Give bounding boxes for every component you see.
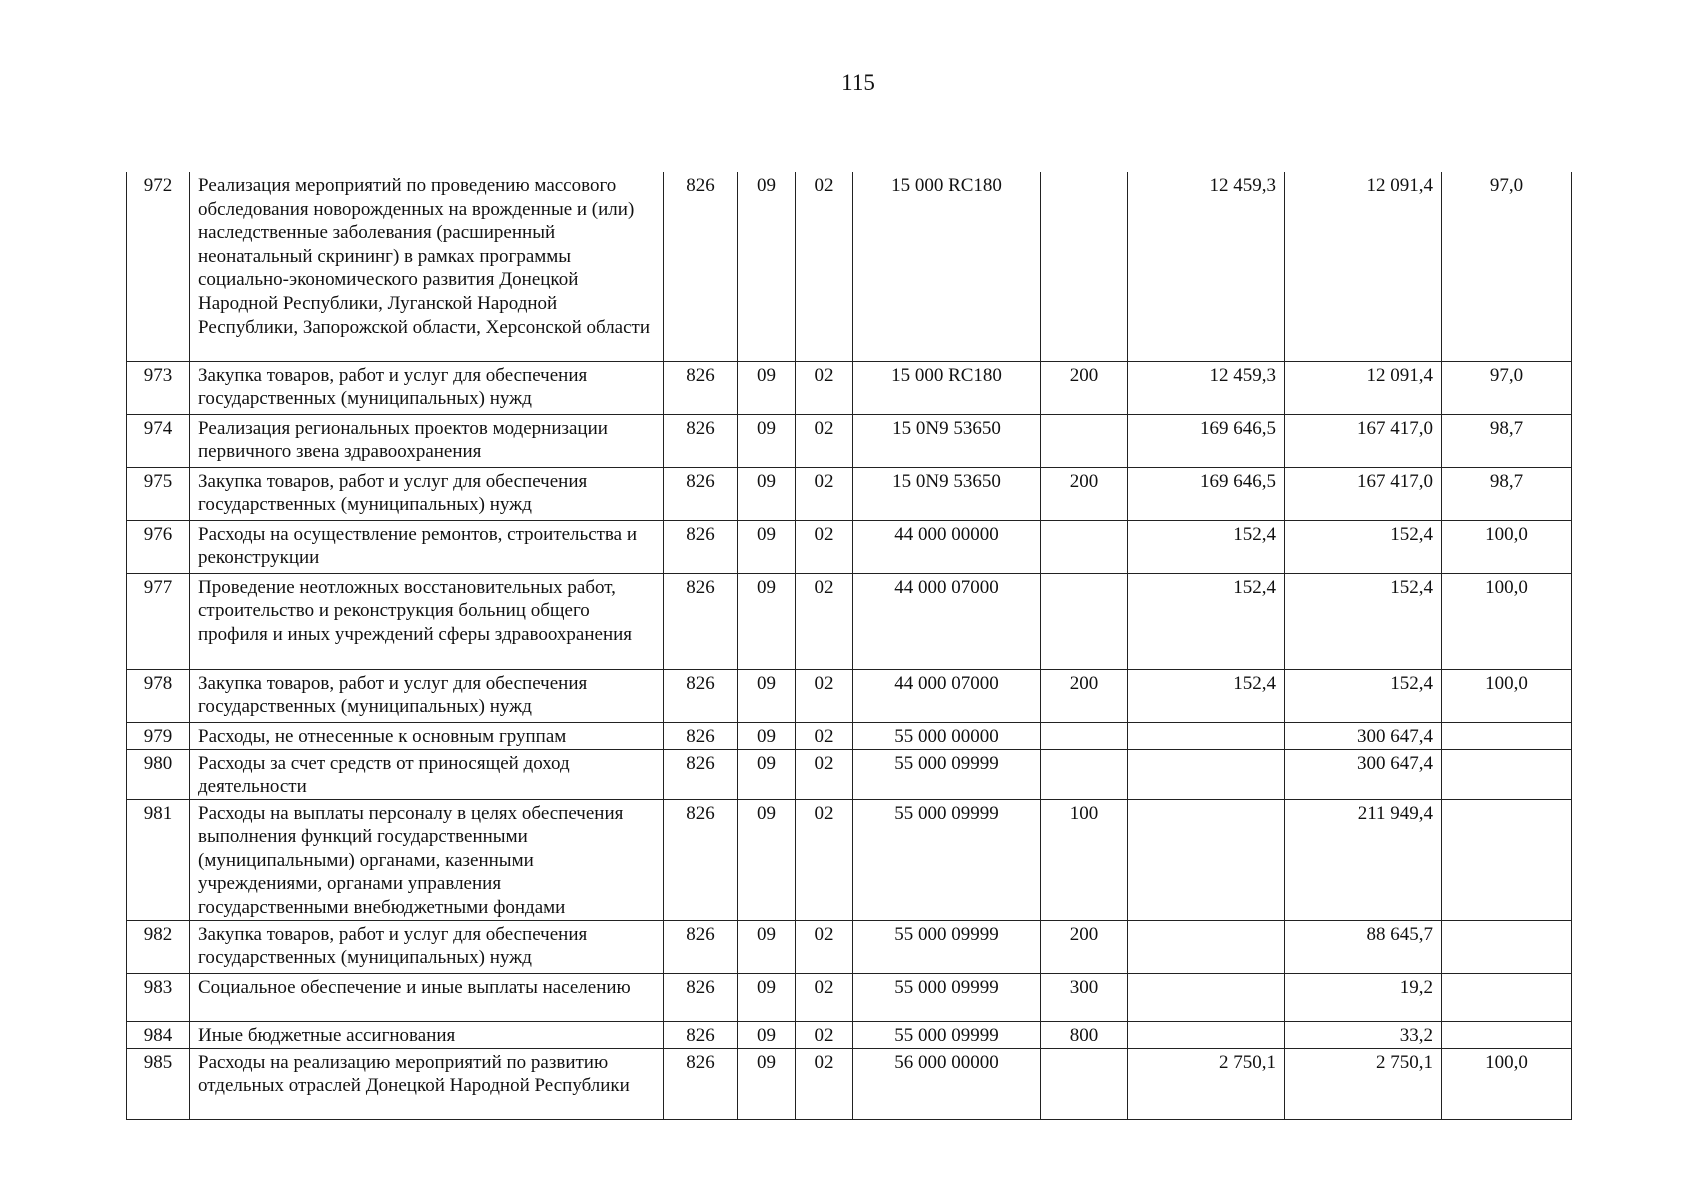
section-code: 09	[738, 722, 796, 749]
expense-type-code: 100	[1041, 799, 1128, 920]
expense-type-code: 200	[1041, 920, 1128, 973]
section-code: 09	[738, 920, 796, 973]
section-code: 09	[738, 799, 796, 920]
section-code: 09	[738, 520, 796, 573]
target-article-code: 44 000 07000	[853, 573, 1041, 669]
subsection-code: 02	[796, 361, 853, 414]
expense-type-code: 300	[1041, 973, 1128, 1021]
execution-percent: 98,7	[1442, 414, 1572, 467]
expense-name: Расходы, не отнесенные к основным группам	[190, 722, 664, 749]
execution-percent	[1442, 920, 1572, 973]
planned-amount: 12 459,3	[1128, 361, 1285, 414]
planned-amount: 2 750,1	[1128, 1048, 1285, 1119]
expense-type-code: 800	[1041, 1021, 1128, 1048]
budget-table	[126, 172, 1572, 1120]
page-number: 115	[841, 70, 875, 95]
ministry-code: 826	[664, 749, 738, 799]
expense-type-code	[1041, 414, 1128, 467]
ministry-code: 826	[664, 573, 738, 669]
row-number: 973	[127, 361, 190, 414]
expense-type-code	[1041, 172, 1128, 361]
section-code: 09	[738, 467, 796, 520]
table-row	[127, 361, 1572, 414]
planned-amount	[1128, 749, 1285, 799]
section-code: 09	[738, 973, 796, 1021]
section-code: 09	[738, 573, 796, 669]
target-article-code: 55 000 09999	[853, 1021, 1041, 1048]
expense-type-code	[1041, 722, 1128, 749]
executed-amount: 300 647,4	[1285, 722, 1442, 749]
planned-amount	[1128, 973, 1285, 1021]
ministry-code: 826	[664, 520, 738, 573]
target-article-code: 55 000 09999	[853, 973, 1041, 1021]
execution-percent	[1442, 722, 1572, 749]
row-number: 977	[127, 573, 190, 669]
planned-amount	[1128, 799, 1285, 920]
expense-type-code	[1041, 520, 1128, 573]
subsection-code: 02	[796, 799, 853, 920]
section-code: 09	[738, 1021, 796, 1048]
ministry-code: 826	[664, 973, 738, 1021]
row-number: 980	[127, 749, 190, 799]
planned-amount: 169 646,5	[1128, 467, 1285, 520]
row-number: 982	[127, 920, 190, 973]
expense-name: Расходы за счет средств от приносящей доход деятельности	[190, 749, 664, 799]
row-number: 983	[127, 973, 190, 1021]
execution-percent: 97,0	[1442, 172, 1572, 361]
expense-type-code: 200	[1041, 669, 1128, 722]
table-row	[127, 749, 1572, 799]
table-row	[127, 467, 1572, 520]
subsection-code: 02	[796, 414, 853, 467]
ministry-code: 826	[664, 920, 738, 973]
subsection-code: 02	[796, 669, 853, 722]
planned-amount: 152,4	[1128, 573, 1285, 669]
execution-percent	[1442, 973, 1572, 1021]
subsection-code: 02	[796, 749, 853, 799]
row-number: 979	[127, 722, 190, 749]
expense-name: Закупка товаров, работ и услуг для обеспечения государственных (муниципальных) нужд	[190, 361, 664, 414]
target-article-code: 44 000 00000	[853, 520, 1041, 573]
expense-name: Расходы на выплаты персоналу в целях обеспечения выполнения функций государственными (муниципальными) органами, казенными учреждениями, органами управления государственными внебюджетными фондами	[190, 799, 664, 920]
expense-name: Социальное обеспечение и иные выплаты населению	[190, 973, 664, 1021]
table-row	[127, 414, 1572, 467]
expense-type-code: 200	[1041, 467, 1128, 520]
planned-amount	[1128, 722, 1285, 749]
table-row	[127, 669, 1572, 722]
target-article-code: 55 000 09999	[853, 749, 1041, 799]
row-number: 985	[127, 1048, 190, 1119]
executed-amount: 167 417,0	[1285, 414, 1442, 467]
expense-name: Реализация мероприятий по проведению массового обследования новорожденных на врожденные и (или) наследственные заболевания (расширенный неонатальный скрининг) в рамках программы социально-экономического развития Донецкой Народной Республики, Луганской Народной Республики, Запорожской области, Херсонской области	[190, 172, 664, 361]
ministry-code: 826	[664, 1048, 738, 1119]
executed-amount: 19,2	[1285, 973, 1442, 1021]
planned-amount	[1128, 920, 1285, 973]
expense-type-code	[1041, 573, 1128, 669]
subsection-code: 02	[796, 973, 853, 1021]
planned-amount: 12 459,3	[1128, 172, 1285, 361]
planned-amount	[1128, 1021, 1285, 1048]
ministry-code: 826	[664, 799, 738, 920]
subsection-code: 02	[796, 573, 853, 669]
row-number: 972	[127, 172, 190, 361]
ministry-code: 826	[664, 722, 738, 749]
target-article-code: 55 000 09999	[853, 920, 1041, 973]
row-number: 976	[127, 520, 190, 573]
expense-name: Иные бюджетные ассигнования	[190, 1021, 664, 1048]
target-article-code: 55 000 09999	[853, 799, 1041, 920]
execution-percent: 97,0	[1442, 361, 1572, 414]
row-number: 984	[127, 1021, 190, 1048]
section-code: 09	[738, 414, 796, 467]
executed-amount: 12 091,4	[1285, 361, 1442, 414]
subsection-code: 02	[796, 172, 853, 361]
row-number: 975	[127, 467, 190, 520]
subsection-code: 02	[796, 920, 853, 973]
executed-amount: 2 750,1	[1285, 1048, 1442, 1119]
table-row	[127, 973, 1572, 1021]
subsection-code: 02	[796, 1021, 853, 1048]
table-row	[127, 799, 1572, 920]
section-code: 09	[738, 749, 796, 799]
expense-name: Закупка товаров, работ и услуг для обеспечения государственных (муниципальных) нужд	[190, 920, 664, 973]
expense-type-code	[1041, 749, 1128, 799]
executed-amount: 211 949,4	[1285, 799, 1442, 920]
executed-amount: 300 647,4	[1285, 749, 1442, 799]
target-article-code: 15 000 RC180	[853, 172, 1041, 361]
execution-percent: 100,0	[1442, 520, 1572, 573]
execution-percent: 100,0	[1442, 1048, 1572, 1119]
section-code: 09	[738, 1048, 796, 1119]
execution-percent	[1442, 1021, 1572, 1048]
table-row	[127, 920, 1572, 973]
row-number: 978	[127, 669, 190, 722]
executed-amount: 167 417,0	[1285, 467, 1442, 520]
executed-amount: 12 091,4	[1285, 172, 1442, 361]
table-row	[127, 1021, 1572, 1048]
ministry-code: 826	[664, 361, 738, 414]
executed-amount: 152,4	[1285, 669, 1442, 722]
section-code: 09	[738, 669, 796, 722]
ministry-code: 826	[664, 467, 738, 520]
execution-percent: 100,0	[1442, 669, 1572, 722]
target-article-code: 15 0N9 53650	[853, 467, 1041, 520]
planned-amount: 169 646,5	[1128, 414, 1285, 467]
ministry-code: 826	[664, 414, 738, 467]
subsection-code: 02	[796, 1048, 853, 1119]
table-row	[127, 722, 1572, 749]
planned-amount: 152,4	[1128, 669, 1285, 722]
expense-name: Закупка товаров, работ и услуг для обеспечения государственных (муниципальных) нужд	[190, 669, 664, 722]
target-article-code: 44 000 07000	[853, 669, 1041, 722]
execution-percent	[1442, 749, 1572, 799]
execution-percent: 100,0	[1442, 573, 1572, 669]
execution-percent: 98,7	[1442, 467, 1572, 520]
executed-amount: 88 645,7	[1285, 920, 1442, 973]
target-article-code: 15 000 RC180	[853, 361, 1041, 414]
expense-name: Расходы на осуществление ремонтов, строительства и реконструкции	[190, 520, 664, 573]
planned-amount: 152,4	[1128, 520, 1285, 573]
expense-type-code	[1041, 1048, 1128, 1119]
table-row	[127, 172, 1572, 361]
expense-name: Расходы на реализацию мероприятий по развитию отдельных отраслей Донецкой Народной Республики	[190, 1048, 664, 1119]
target-article-code: 15 0N9 53650	[853, 414, 1041, 467]
expense-type-code: 200	[1041, 361, 1128, 414]
ministry-code: 826	[664, 172, 738, 361]
target-article-code: 56 000 00000	[853, 1048, 1041, 1119]
table-row	[127, 573, 1572, 669]
executed-amount: 33,2	[1285, 1021, 1442, 1048]
expense-name: Закупка товаров, работ и услуг для обеспечения государственных (муниципальных) нужд	[190, 467, 664, 520]
row-number: 981	[127, 799, 190, 920]
execution-percent	[1442, 799, 1572, 920]
section-code: 09	[738, 361, 796, 414]
table-row	[127, 1048, 1572, 1119]
table-row	[127, 520, 1572, 573]
expense-name: Реализация региональных проектов модернизации первичного звена здравоохранения	[190, 414, 664, 467]
section-code: 09	[738, 172, 796, 361]
ministry-code: 826	[664, 669, 738, 722]
subsection-code: 02	[796, 467, 853, 520]
subsection-code: 02	[796, 520, 853, 573]
executed-amount: 152,4	[1285, 520, 1442, 573]
target-article-code: 55 000 00000	[853, 722, 1041, 749]
row-number: 974	[127, 414, 190, 467]
executed-amount: 152,4	[1285, 573, 1442, 669]
ministry-code: 826	[664, 1021, 738, 1048]
expense-name: Проведение неотложных восстановительных работ, строительство и реконструкция больниц общего профиля и иных учреждений сферы здравоохранения	[190, 573, 664, 669]
subsection-code: 02	[796, 722, 853, 749]
